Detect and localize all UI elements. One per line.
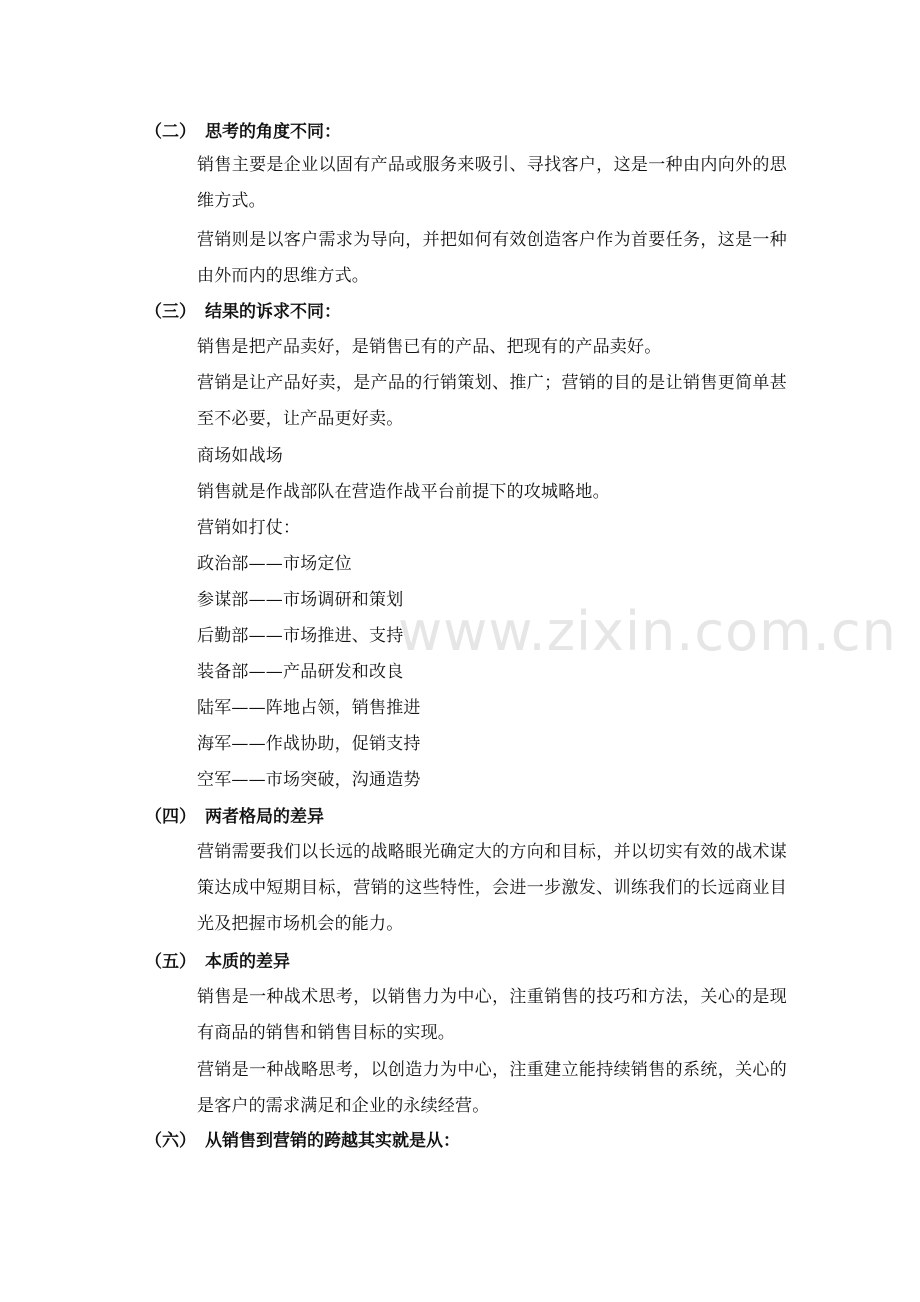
paragraph: 营销则是以客户需求为导向，并把如何有效创造客户作为首要任务，这是一种由外而内的思维方式。	[197, 230, 787, 286]
list-item: 参谋部——市场调研和策划	[197, 590, 404, 610]
list-item: 后勤部——市场推进、支持	[197, 626, 404, 646]
watermark: www.zixin.com.cn	[398, 600, 897, 663]
section-title: 思考的角度不同：	[205, 122, 341, 142]
text-line: 商场如战场	[197, 446, 283, 466]
text-line: 销售就是作战部队在营造作战平台前提下的攻城略地。	[197, 482, 610, 502]
paragraph: 营销是一种战略思考，以创造力为中心，注重建立能持续销售的系统，关心的是客户的需求满足和企业的永续经营。	[197, 1060, 787, 1116]
section-heading-5	[145, 951, 290, 973]
section-heading-3	[145, 301, 341, 323]
section-number: （六）	[145, 1131, 196, 1151]
section-number: （三）	[145, 302, 196, 322]
section-title: 本质的差异	[205, 952, 290, 972]
paragraph: 销售是把产品卖好，是销售已有的产品、把现有的产品卖好。	[197, 337, 662, 357]
section-title: 结果的诉求不同：	[205, 302, 341, 322]
list-item: 政治部——市场定位	[197, 554, 352, 574]
paragraph: 销售是一种战术思考，以销售力为中心，注重销售的技巧和方法，关心的是现有商品的销售和销售目标的实现。	[197, 987, 787, 1043]
list-item: 装备部——产品研发和改良	[197, 662, 404, 682]
section-title: 两者格局的差异	[205, 807, 324, 827]
section-title: 从销售到营销的跨越其实就是从：	[205, 1131, 460, 1151]
list-item: 空军——市场突破，沟通造势	[197, 770, 421, 790]
paragraph: 销售主要是企业以固有产品或服务来吸引、寻找客户，这是一种由内向外的思维方式。	[197, 155, 787, 211]
list-item: 陆军——阵地占领，销售推进	[197, 698, 421, 718]
section-heading-6	[145, 1130, 460, 1152]
paragraph: 营销需要我们以长远的战略眼光确定大的方向和目标，并以切实有效的战术谋策达成中短期目标，营销的这些特性，会进一步激发、训练我们的长远商业目光及把握市场机会的能力。	[197, 842, 787, 934]
paragraph: 营销是让产品好卖，是产品的行销策划、推广；营销的目的是让销售更简单甚至不必要，让产品更好卖。	[197, 373, 787, 429]
text-line: 营销如打仗：	[197, 518, 301, 538]
section-number: （五）	[145, 952, 196, 972]
section-heading-4	[145, 806, 324, 828]
section-heading-2	[145, 121, 341, 143]
section-number: （四）	[145, 807, 196, 827]
list-item: 海军——作战协助，促销支持	[197, 734, 421, 754]
section-number: （二）	[145, 122, 196, 142]
